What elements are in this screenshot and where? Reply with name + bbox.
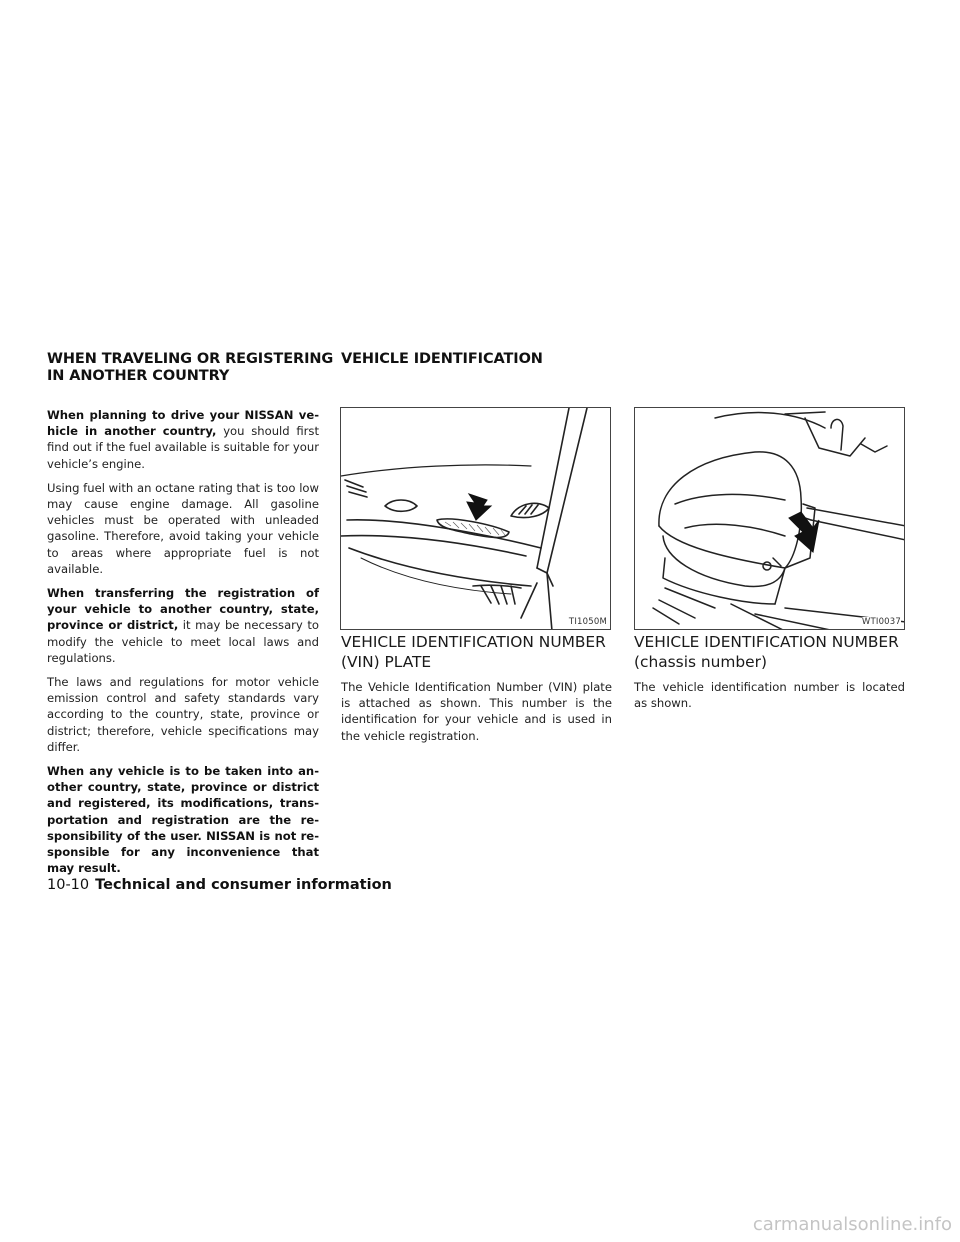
paragraph-registration: [47, 585, 319, 666]
vin-plate-title-line-1: VEHICLE IDENTIFICATION NUMBER: [341, 633, 606, 651]
watermark: carmanualsonline.info: [752, 1214, 952, 1235]
paragraph-fuel-text: you should first find out if the fuel available is suitable for your vehicle’s engine.: [47, 424, 319, 471]
paragraph-responsibility-bold: When any vehicle is to be taken into another country, state, province or district and registered, its modifications, transportation and registration are the responsibility of the user. NISSAN is not responsible for any inconvenience that may result.: [47, 764, 319, 876]
section-title-vin-plate: [341, 633, 616, 672]
paragraph-registration-text: it may be necessary to modify the vehicle to meet local laws and regulations.: [47, 618, 319, 665]
vin-plate-illustration: [341, 408, 611, 630]
footer-section-title: Technical and consumer information: [95, 877, 392, 893]
figure-code-vin-plate: TI1050M: [568, 617, 607, 627]
section-heading-vehicle-identification: VEHICLE IDENTIFICATION: [341, 351, 543, 367]
vin-plate-body: The Vehicle Identification Number (VIN) plate is attached as shown. This number is the identification for your vehicle and is used in the vehicle registration.: [341, 680, 612, 743]
section-title-chassis-number: [634, 633, 909, 672]
figure-vin-plate: [340, 407, 611, 630]
paragraph-fuel-lead: When planning to drive your NISSAN vehicle in another country,: [47, 408, 319, 439]
figure-chassis-number: [634, 407, 905, 630]
vin-plate-title-line-2: (VIN) PLATE: [341, 652, 432, 671]
heading-line-2: IN ANOTHER COUNTRY: [47, 368, 230, 384]
traveling-text-column: [47, 407, 319, 884]
chassis-title-line-2: (chassis number): [634, 652, 767, 671]
page-number: 10-10: [47, 877, 90, 893]
heading-line-1: WHEN TRAVELING OR REGISTERING: [47, 351, 334, 367]
chassis-title-line-1: VEHICLE IDENTIFICATION NUMBER: [634, 633, 899, 651]
figure-code-chassis-number: WTI0037: [861, 617, 901, 627]
paragraph-responsibility: [47, 763, 319, 876]
chassis-number-body: The vehicle identification number is located as shown.: [634, 680, 905, 711]
chassis-number-illustration: [635, 408, 905, 630]
page-footer: [47, 876, 392, 894]
section-heading-traveling: [47, 351, 333, 385]
paragraph-registration-lead: When transferring the registration of your vehicle to another country, state, province or district,: [47, 586, 319, 633]
paragraph-octane: Using fuel with an octane rating that is too low may cause engine damage. All gasoline vehicles must be operated with unleaded gasoline. Therefore, avoid taking your vehicle to areas where appropriate fuel is not available.: [47, 480, 319, 576]
paragraph-laws: The laws and regulations for motor vehicle emission control and safety standards vary according to the country, state, province or district; therefore, vehicle specifications may differ.: [47, 675, 319, 754]
paragraph-fuel: [47, 407, 319, 472]
